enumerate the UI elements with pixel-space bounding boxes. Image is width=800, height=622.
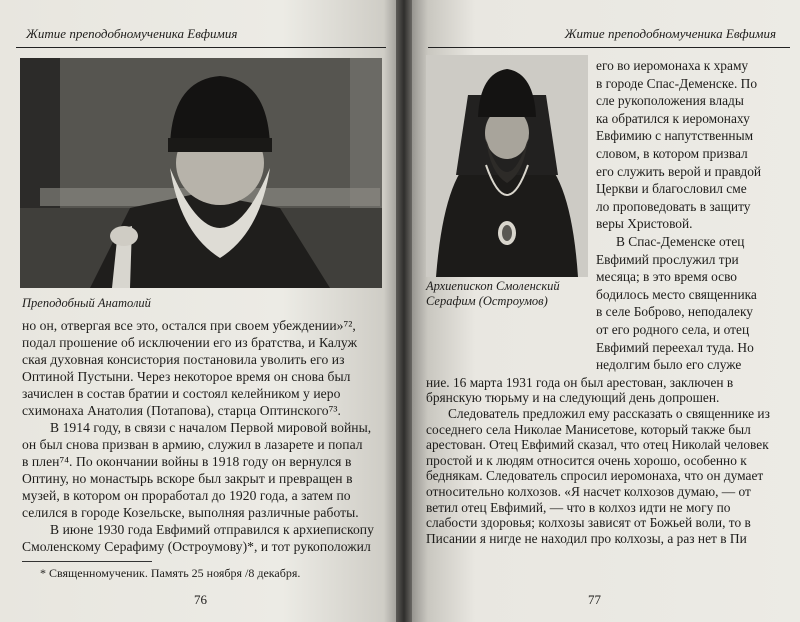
text-line: слабости здоровья; колхозы зависят от Божьей воли, то в [426,515,751,531]
text-line: В июне 1930 года Евфимий отправился к архиепископу [50,522,374,537]
text-line: ка обратился к иеромонаху [596,110,750,126]
text-line: в селе Боброво, неподалеку [596,304,753,320]
text-line: сле рукоположения влады [596,93,744,109]
photo-caption-right-line2: Серафим (Остроумов) [426,294,548,308]
header-rule-left [16,47,386,48]
text-line: его служить верой и правдой [596,163,762,179]
text-line: веры Христовой. [596,216,693,232]
text-line: Оптиной Пустыни. Через некоторое время он снова был [22,369,351,384]
text-line: музей, в котором он проработал до 1920 года, а затем по [22,488,351,503]
text-line: в плен⁷⁴. По окончании войны в 1918 году он вернулся в [22,454,352,469]
right-page [404,0,800,622]
text-line: бодилось место священника [596,286,757,302]
text-line: Смоленскому Серафиму (Остроумову)*, и тот рукоположил [22,539,371,554]
page-number-right: 77 [588,592,601,607]
page-number-left: 76 [194,592,207,607]
text-line: зачислен в состав братии и состоял келейником у иеро [22,386,341,401]
text-line: схимонаха Анатолия (Потапова), старца Оптинского⁷³. [22,403,341,418]
header-rule-right [428,47,790,48]
text-line: ветил отец Евфимий, — что в колхоз идти не могу по [426,499,731,515]
photo-caption-right [426,279,594,309]
footnote: * Священномученик. Память 25 ноября /8 декабря. [40,566,301,580]
text-line: Евфимию с напутственным [596,128,754,144]
running-head-right: Житие преподобномученика Евфимия [564,26,776,41]
photo-caption-left: Преподобный Анатолий [22,296,151,310]
photo-archbishop-serafim [426,55,588,277]
text-line: от его родного села, и отец [596,322,750,337]
text-line: ская духовная консистория постановила уволить его из [22,352,345,367]
text-line: простой и к людям относится очень хорошо, особенно к [426,452,747,468]
running-head-left: Житие преподобномученика Евфимия [26,26,238,41]
text-line: месяца; в это время осво [596,269,738,285]
text-line: его во иеромонаха к храму [596,58,749,73]
text-line: селился в городе Козельске, выполняя различные работы. [22,505,359,520]
text-line: Церкви и благословил сме [596,181,747,197]
book-gutter [396,0,412,622]
footnote-rule [22,561,152,562]
text-line: подал прошение об исключении его из братства, и Калуж [22,335,358,350]
text-line: в городе Спас-Деменске. По [596,75,758,91]
text-line: ние. 16 марта 1931 года он был арестован, заключен в [426,374,734,390]
photo-caption-right-line1: Архиепископ Смоленский [426,279,560,293]
text-line: Следователь предложил ему рассказать о священнике из [448,406,770,421]
photo-elder-anatoly-drawing [20,58,382,288]
text-line: Евфимий переехал туда. Но [596,339,754,355]
text-line: соседнего села Николае Манисетове, который также был [426,421,751,437]
text-line: ло проповедовать в защиту [596,198,751,214]
photo-archbishop-serafim-drawing [426,55,588,277]
text-line: относительно колхозов. «Я насчет колхозов думаю, — от [426,484,751,499]
text-line: беднякам. Следователь спросил иеромонаха, что он думает [426,468,764,484]
photo-elder-anatoly [20,58,382,288]
text-line: брянскую тюрьму и на следующий день допрошен. [426,390,720,406]
text-line: Писании я нигде не находил про колхозы, а раз нет в Пи [426,530,747,546]
text-line: Евфимий прослужил три [596,251,739,267]
text-line: но он, отвергая все это, остался при своем убеждении»⁷², [22,318,356,333]
text-line: словом, в котором призвал [596,146,748,161]
text-line: недолгим было его служе [596,357,742,373]
text-line: Оптину, но монастырь вскоре был закрыт и превращен в [22,471,353,486]
text-line: В Спас-Деменске отец [616,234,745,249]
text-line: арестован. Отец Евфимий сказал, что отец Николай человек [426,437,769,453]
text-line: В 1914 году, в связи с началом Первой мировой войны, [50,420,372,435]
text-line: он был снова призван в армию, служил в лазарете и попал [22,437,363,452]
